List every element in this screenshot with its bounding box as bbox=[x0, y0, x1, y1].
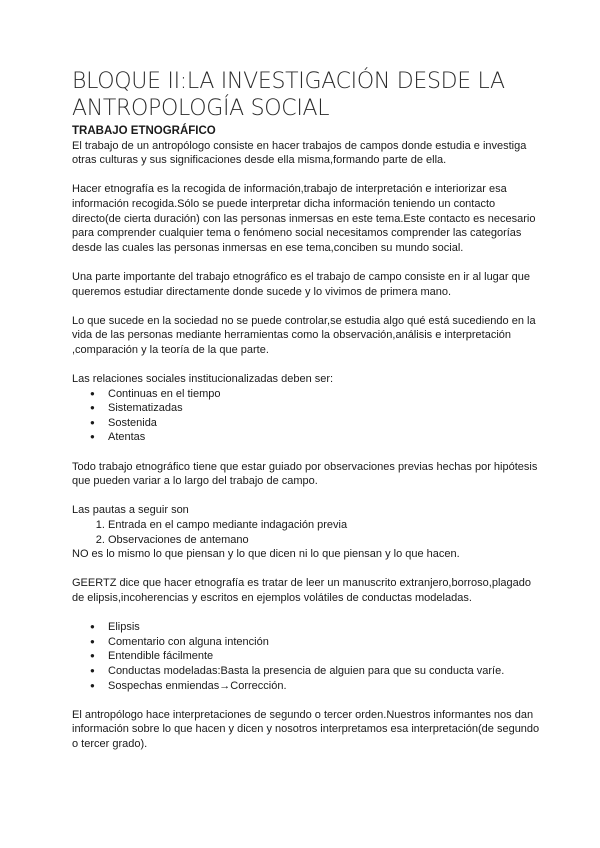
paragraph-9: GEERTZ dice que hacer etnografía es tratar de leer un manuscrito extranjero,borroso,plagado de elipsis,incoherencias y escritos en ejemplos volátiles de conductas modeladas. bbox=[72, 577, 531, 604]
numbered-list-guidelines bbox=[72, 518, 540, 547]
paragraph-8: NO es lo mismo lo que piensan y lo que dicen ni lo que piensan y lo que hacen. bbox=[72, 548, 460, 561]
list-item: ● Atentas bbox=[108, 430, 540, 445]
list-item: 2. Observaciones de antemano bbox=[108, 533, 540, 548]
list-item: ● Sostenida bbox=[108, 416, 540, 431]
paragraph-4: Lo que sucede en la sociedad no se puede controlar,se estudia algo qué está sucediendo en la vida de las personas mediante herramientas como la observación,análisis e interpretación ,comparación y la teoría de la que parte. bbox=[72, 314, 536, 356]
list-item: ● Sospechas enmiendas→Corrección. bbox=[108, 679, 540, 694]
bullet-list-relations bbox=[72, 387, 540, 445]
paragraph-1: El trabajo de un antropólogo consiste en hacer trabajos de campos donde estudia e investiga otras culturas y sus significaciones desde ella misma,formando parte de ella. bbox=[72, 139, 527, 167]
bullet-list-geertz bbox=[72, 620, 540, 693]
section-heading: TRABAJO ETNOGRÁFICO bbox=[72, 125, 216, 137]
paragraph-10: El antropólogo hace interpretaciones de segundo o tercer orden.Nuestros informantes nos dan información sobre lo que hacen y dicen y nosotros interpretamos esa interpretación(de segundo o tercer grado). bbox=[72, 708, 540, 750]
paragraph-5: Las relaciones sociales institucionalizadas deben ser: bbox=[72, 373, 334, 386]
list-item: ● Entendible fácilmente bbox=[108, 649, 540, 664]
list-item: ● Conductas modeladas:Basta la presencia de alguien para que su conducta varíe. bbox=[108, 664, 540, 679]
list-item: ● Sistematizadas bbox=[108, 401, 540, 416]
list-item: ● Continuas en el tiempo bbox=[108, 387, 540, 402]
page-title: BLOQUE II:LA INVESTIGACIÓN DESDE LA ANTROPOLOGÍA SOCIAL bbox=[72, 69, 505, 121]
paragraph-7: Las pautas a seguir son bbox=[72, 504, 189, 517]
paragraph-3: Una parte importante del trabajo etnográfico es el trabajo de campo consiste en ir al lugar que queremos estudiar directamente donde sucede y lo vivimos de primera mano. bbox=[72, 270, 530, 298]
paragraph-2: Hacer etnografía es la recogida de información,trabajo de interpretación e interiorizar esa información recogida.Sólo se puede interpretar dicha información teniendo un contacto directo(de cierta duración) con las personas inmersas en este tema.Este contacto es necesario para comprender cualquier tema o fenómeno social necesitamos comprender las categorías desde las cuales las personas inmersas en ese tema,conciben su mundo social. bbox=[72, 183, 536, 254]
paragraph-6: Todo trabajo etnográfico tiene que estar guiado por observaciones previas hechas por hipótesis que pueden variar a lo largo del trabajo de campo. bbox=[72, 460, 538, 488]
list-item: ● Comentario con alguna intención bbox=[108, 635, 540, 650]
list-item: 1. Entrada en el campo mediante indagación previa bbox=[108, 518, 540, 533]
list-item: ● Elipsis bbox=[108, 620, 540, 635]
